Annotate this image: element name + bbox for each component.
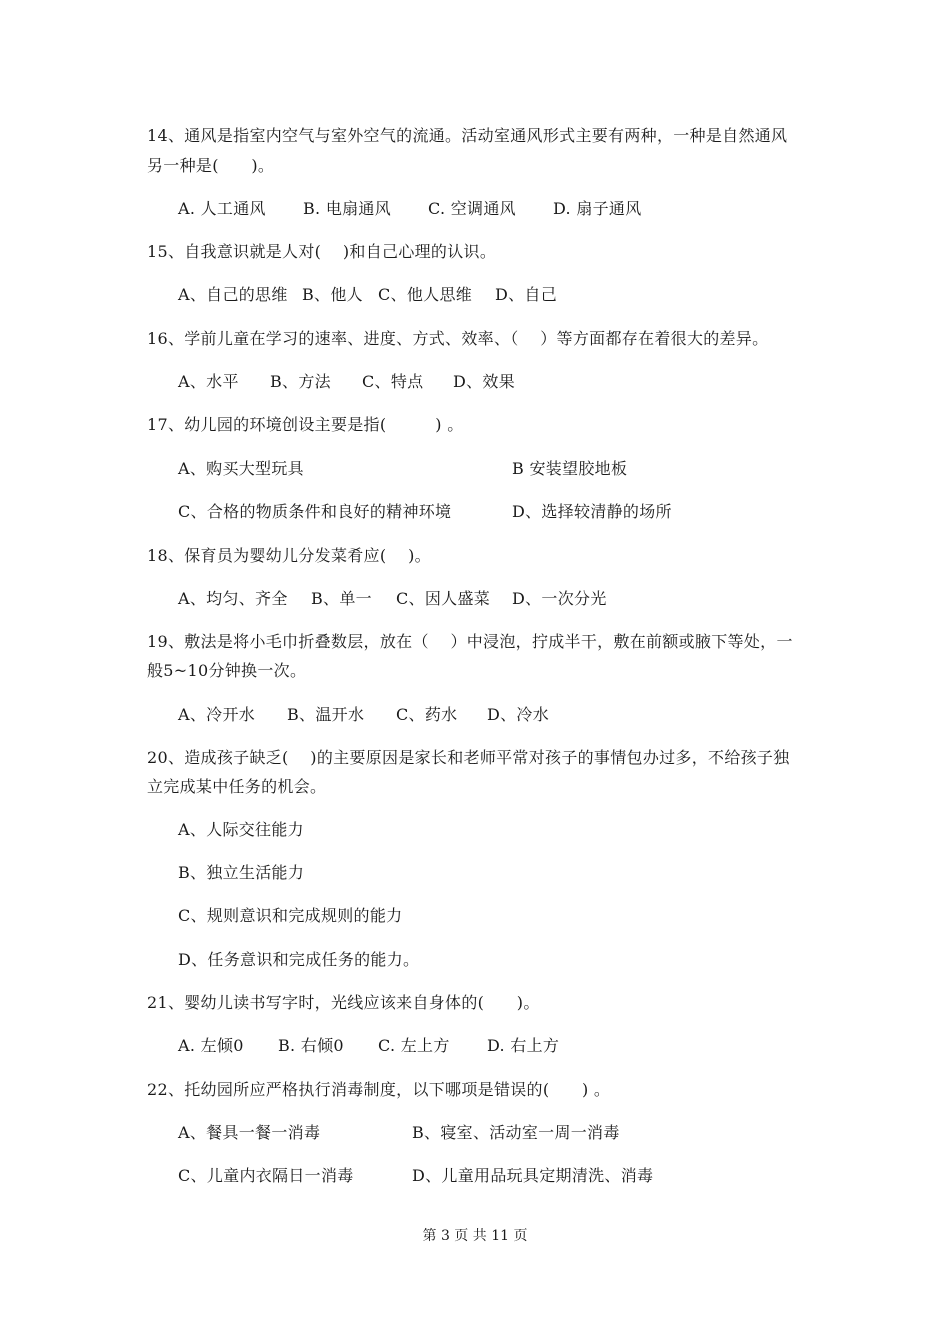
question-22-option-a: A、餐具一餐一消毒 bbox=[178, 1123, 321, 1142]
question-21-option-d: D. 右上方 bbox=[487, 1036, 560, 1055]
question-15-line-1: 15、自我意识就是人对( )和自己心理的认识。 bbox=[147, 242, 497, 261]
question-17-option-c: C、合格的物质条件和良好的精神环境 bbox=[178, 502, 452, 521]
question-22-option-b: B、寝室、活动室一周一消毒 bbox=[412, 1123, 620, 1142]
question-20-option-c: C、规则意识和完成规则的能力 bbox=[178, 906, 403, 925]
question-21-option-b: B. 右倾0 bbox=[278, 1036, 344, 1055]
question-20-option-a: A、人际交往能力 bbox=[178, 820, 304, 839]
question-16-option-c: C、特点 bbox=[362, 372, 424, 391]
question-22-line-1: 22、托幼园所应严格执行消毒制度，以下哪项是错误的( ) 。 bbox=[147, 1080, 611, 1099]
question-17-option-d: D、选择较清静的场所 bbox=[512, 502, 672, 521]
question-18-option-d: D、一次分光 bbox=[512, 589, 607, 608]
question-19-line-1: 19、敷法是将小毛巾折叠数层，放在（ ）中浸泡，拧成半干，敷在前额或腋下等处，一 bbox=[147, 632, 793, 651]
question-15-option-b: B、他人 bbox=[302, 285, 363, 304]
question-20-line-2: 立完成某中任务的机会。 bbox=[147, 777, 327, 796]
question-15-option-a: A、自己的思维 bbox=[178, 285, 288, 304]
page-number-footer: 第 3 页 共 11 页 bbox=[422, 1228, 528, 1244]
question-16-line-1: 16、学前儿童在学习的速率、进度、方式、效率、（ ）等方面都存在着很大的差异。 bbox=[147, 329, 769, 348]
question-19-line-2: 般5~10分钟换一次。 bbox=[147, 661, 307, 680]
question-14-option-a: A. 人工通风 bbox=[178, 199, 266, 218]
question-18-line-1: 18、保育员为婴幼儿分发菜肴应( )。 bbox=[147, 546, 431, 565]
question-22-option-c: C、儿童内衣隔日一消毒 bbox=[178, 1166, 354, 1185]
question-17-option-b: B 安装望胶地板 bbox=[512, 459, 628, 478]
question-22-option-d: D、儿童用品玩具定期清洗、消毒 bbox=[412, 1166, 654, 1185]
question-18-option-c: C、因人盛菜 bbox=[396, 589, 491, 608]
question-17-line-1: 17、幼儿园的环境创设主要是指( ) 。 bbox=[147, 415, 464, 434]
question-15-option-d: D、自己 bbox=[495, 285, 558, 304]
question-14-line-2: 另一种是( )。 bbox=[147, 156, 275, 175]
question-20-option-d: D、任务意识和完成任务的能力。 bbox=[178, 950, 420, 969]
question-14-option-c: C. 空调通风 bbox=[428, 199, 516, 218]
question-15-option-c: C、他人思维 bbox=[378, 285, 473, 304]
question-18-option-b: B、单一 bbox=[311, 589, 372, 608]
question-18-option-a: A、均匀、齐全 bbox=[178, 589, 288, 608]
question-19-option-b: B、温开水 bbox=[287, 705, 365, 724]
question-19-option-c: C、药水 bbox=[396, 705, 458, 724]
question-16-option-b: B、方法 bbox=[270, 372, 331, 391]
question-20-option-b: B、独立生活能力 bbox=[178, 863, 305, 882]
question-14-option-b: B. 电扇通风 bbox=[303, 199, 392, 218]
question-14-option-d: D. 扇子通风 bbox=[553, 199, 642, 218]
question-21-line-1: 21、婴幼儿读书写字时，光线应该来自身体的( )。 bbox=[147, 993, 540, 1012]
question-19-option-d: D、冷水 bbox=[487, 705, 550, 724]
question-20-line-1: 20、造成孩子缺乏( )的主要原因是家长和老师平常对孩子的事情包办过多，不给孩子独 bbox=[147, 748, 790, 767]
question-14-line-1: 14、通风是指室内空气与室外空气的流通。活动室通风形式主要有两种，一种是自然通风 bbox=[147, 126, 788, 145]
question-16-option-a: A、水平 bbox=[178, 372, 239, 391]
question-19-option-a: A、冷开水 bbox=[178, 705, 256, 724]
question-21-option-c: C. 左上方 bbox=[378, 1036, 450, 1055]
question-21-option-a: A. 左倾0 bbox=[178, 1036, 244, 1055]
question-16-option-d: D、效果 bbox=[453, 372, 516, 391]
question-17-option-a: A、购买大型玩具 bbox=[178, 459, 304, 478]
